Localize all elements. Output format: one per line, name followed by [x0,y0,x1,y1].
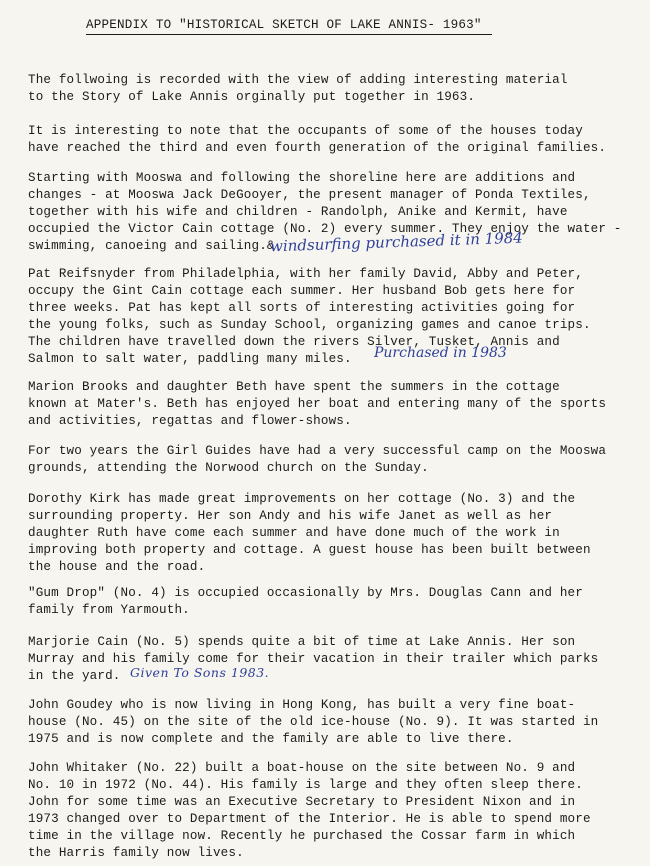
text-line: to the Story of Lake Annis orginally put together in 1963. [28,90,476,104]
text-line: Marjorie Cain (No. 5) spends quite a bit of time at Lake Annis. Her son [28,635,576,649]
text-line: For two years the Girl Guides have had a very successful camp on the Mooswa [28,444,607,458]
text-line: John Goudey who is now living in Hong Kong, has built a very fine boat- [28,698,576,712]
text-line: John for some time was an Executive Secretary to President Nixon and in [28,795,576,809]
text-line: house (No. 45) on the site of the old ice-house (No. 9). It was started in [28,715,599,729]
text-line: 1975 and is now complete and the family are able to live there. [28,732,514,746]
text-line: the young folks, such as Sunday School, organizing games and canoe trips. [28,318,591,332]
page-title: APPENDIX TO "HISTORICAL SKETCH OF LAKE ANNIS- 1963" [86,18,482,32]
text-line: John Whitaker (No. 22) built a boat-house on the site between No. 9 and [28,761,576,775]
paragraph-brooks [28,379,628,430]
title-underline [86,34,492,35]
handwritten-note-purchased: Purchased in 1983 [374,345,507,361]
text-line: grounds, attending the Norwood church on the Sunday. [28,461,429,475]
text-line: changes - at Mooswa Jack DeGooyer, the present manager of Ponda Textiles, [28,188,591,202]
text-line: occupied the Victor Cain cottage (No. 2) every summer. They enjoy the water - [28,222,622,236]
text-line: No. 10 in 1972 (No. 44). His family is large and they often sleep there. [28,778,583,792]
text-line: the Harris family now lives. [28,846,244,860]
text-line: daughter Ruth have come each summer and have done much of the work in [28,526,560,540]
text-line: together with his wife and children - Randolph, Anike and Kermit, have [28,205,568,219]
text-line: surrounding property. Her son Andy and his wife Janet as well as her [28,509,553,523]
paragraph-generations [28,123,628,157]
text-line: time in the village now. Recently he purchased the Cossar farm in which [28,829,576,843]
paragraph-cain [28,634,628,685]
text-line: the house and the road. [28,560,206,574]
paragraph-reifsnyder [28,266,628,368]
text-line: occupy the Gint Cain cottage each summer. Her husband Bob gets here for [28,284,576,298]
text-line: 1973 changed over to Department of the Interior. He is able to spend more [28,812,591,826]
text-line: Murray and his family come for their vacation in their trailer which parks [28,652,599,666]
paragraph-gum-drop [28,585,628,619]
handwritten-note-given: Given To Sons 1983. [130,665,270,680]
paragraph-kirk [28,491,628,576]
text-line: Pat Reifsnyder from Philadelphia, with her family David, Abby and Peter, [28,267,583,281]
text-line: three weeks. Pat has kept all sorts of interesting activities going for [28,301,576,315]
text-line: swimming, canoeing and sailing.& [28,239,275,253]
text-line: The follwoing is recorded with the view of adding interesting material [28,73,568,87]
text-line: in the yard. [28,669,121,683]
text-line: improving both property and cottage. A guest house has been built between [28,543,591,557]
paragraph-girl-guides [28,443,628,477]
paragraph-intro [28,72,628,106]
paragraph-whitaker [28,760,628,862]
text-line: Salmon to salt water, paddling many miles. [28,352,352,366]
paragraph-goudey [28,697,628,748]
handwritten-note-windsurfing: windsurfing purchased it in 1984 [269,228,524,256]
text-line: The children have travelled down the rivers Silver, Tusket, Annis and [28,335,560,349]
text-line: known at Mater's. Beth has enjoyed her boat and entering many of the sports [28,397,607,411]
text-line: It is interesting to note that the occupants of some of the houses today [28,124,583,138]
text-line: have reached the third and even fourth generation of the original families. [28,141,607,155]
text-line: and activities, regattas and flower-shows. [28,414,352,428]
text-line: family from Yarmouth. [28,603,190,617]
text-line: "Gum Drop" (No. 4) is occupied occasionally by Mrs. Douglas Cann and her [28,586,583,600]
text-line: Starting with Mooswa and following the shoreline here are additions and [28,171,576,185]
text-line: Dorothy Kirk has made great improvements on her cottage (No. 3) and the [28,492,576,506]
text-line: Marion Brooks and daughter Beth have spent the summers in the cottage [28,380,560,394]
